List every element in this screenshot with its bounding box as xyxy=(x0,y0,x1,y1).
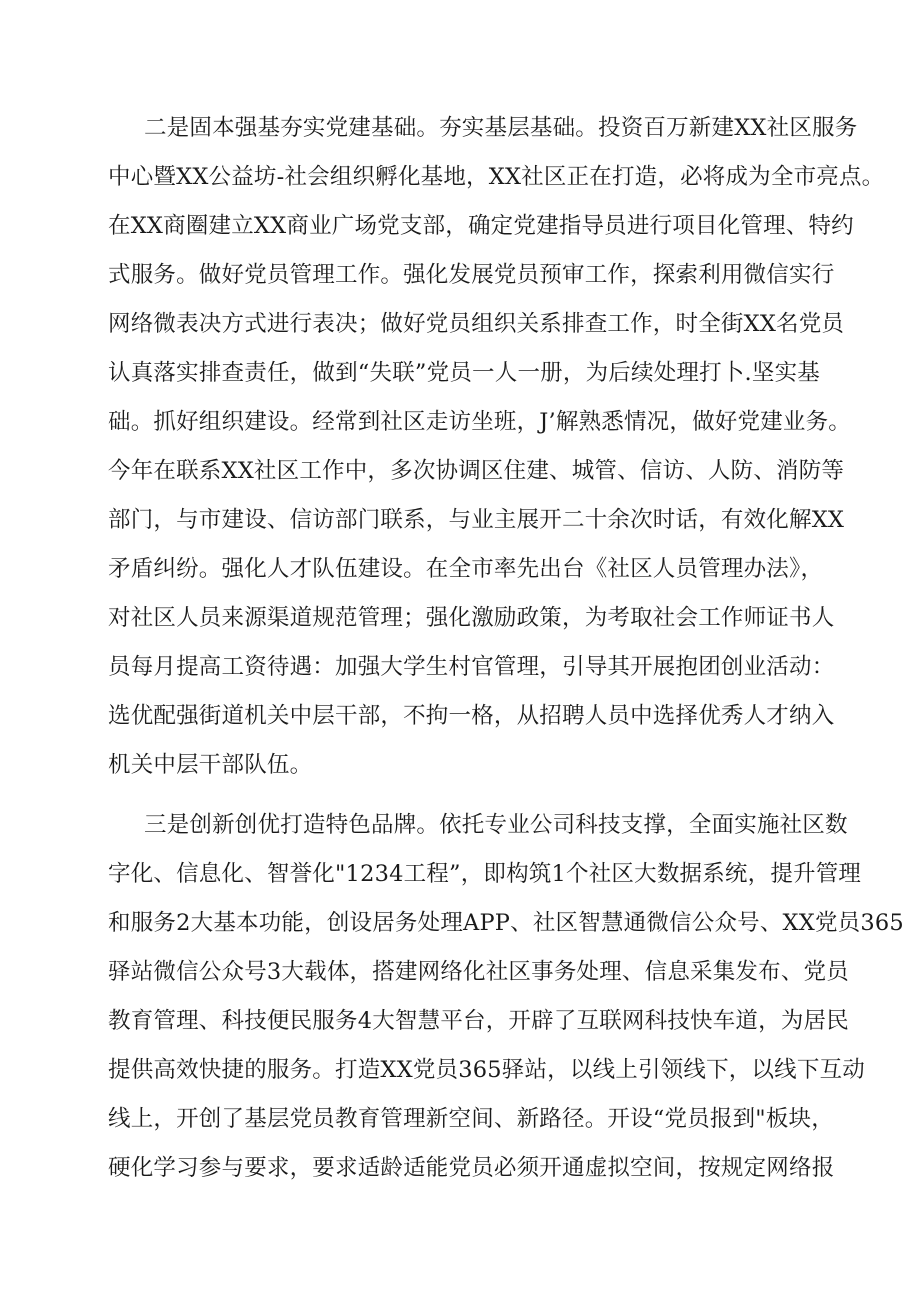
text-line: 选优配强街道机关中层干部，不拘一格，从招聘人员中选择优秀人才纳入 xyxy=(108,703,835,729)
text-line: 认真落实排查责任，做到“失联”党员一人一册，为后续处理打卜.坚实基 xyxy=(108,360,820,386)
text-line: 在XX商圈建立XX商业广场党支部，确定党建指导员进行项目化管理、特约 xyxy=(108,213,854,239)
text-line: 式服务。做好党员管理工作。强化发展党员预审工作，探索利用微信实行 xyxy=(108,262,835,288)
text-line: 矛盾纠纷。强化人才队伍建设。在全市率先出台《社区人员管理办法》， xyxy=(108,556,824,582)
text-line: 中心暨XX公益坊-社会组织孵化基地，XX社区正在打造，必将成为全市亮点。 xyxy=(108,164,885,190)
text-line: 驿站微信公众号3大载体，搭建网络化社区事务处理、信息采集发布、党员 xyxy=(108,959,849,985)
text-line: 机关中层干部队伍。 xyxy=(108,752,313,778)
text-line: 三是创新创优打造特色品牌。依托专业公司科技支撑，全面实施社区数 xyxy=(144,812,848,838)
text-line: 线上，开创了基层党员教育管理新空间、新路径。开设“党员报到"板块， xyxy=(108,1106,834,1132)
text-line: 今年在联系XX社区工作中，多次协调区住建、城管、信访、人防、消防等 xyxy=(108,458,845,484)
text-line: 和服务2大基本功能，创设居务处理APP、社区智慧通微信公众号、XX党员365 xyxy=(108,910,904,936)
text-line: 础。抓好组织建设。经常到社区走访坐班，J’解熟悉情况，做好党建业务。 xyxy=(108,409,851,435)
text-line: 硬化学习参与要求，要求适龄适能党员必须开通虚拟空间，按规定网络报 xyxy=(108,1155,835,1181)
text-line: 提供高效快捷的服务。打造XX党员365驿站，以线上引领线下，以线下互动 xyxy=(108,1057,865,1083)
text-line: 员每月提高工资待遇：加强大学生村官管理，引导其开展抱团创业活动： xyxy=(108,654,835,680)
text-line: 部门，与市建设、信访部门联系，与业主展开二十余次时话，有效化解XX xyxy=(108,507,845,533)
text-line: 二是固本强基夯实党建基础。夯实基层基础。投资百万新建XX社区服务 xyxy=(144,115,858,141)
text-line: 对社区人员来源渠道规范管理；强化激励政策，为考取社会工作师证书人 xyxy=(108,605,835,631)
text-line: 字化、信息化、智誉化"1234工程”，即构筑1个社区大数据系统，提升管理 xyxy=(108,861,862,887)
text-line: 教育管理、科技便民服务4大智慧平台，开辟了互联网科技快车道，为居民 xyxy=(108,1008,849,1034)
text-line: 网络微表决方式进行表决；做好党员组织关系排查工作，时全街XX名党员 xyxy=(108,311,845,337)
